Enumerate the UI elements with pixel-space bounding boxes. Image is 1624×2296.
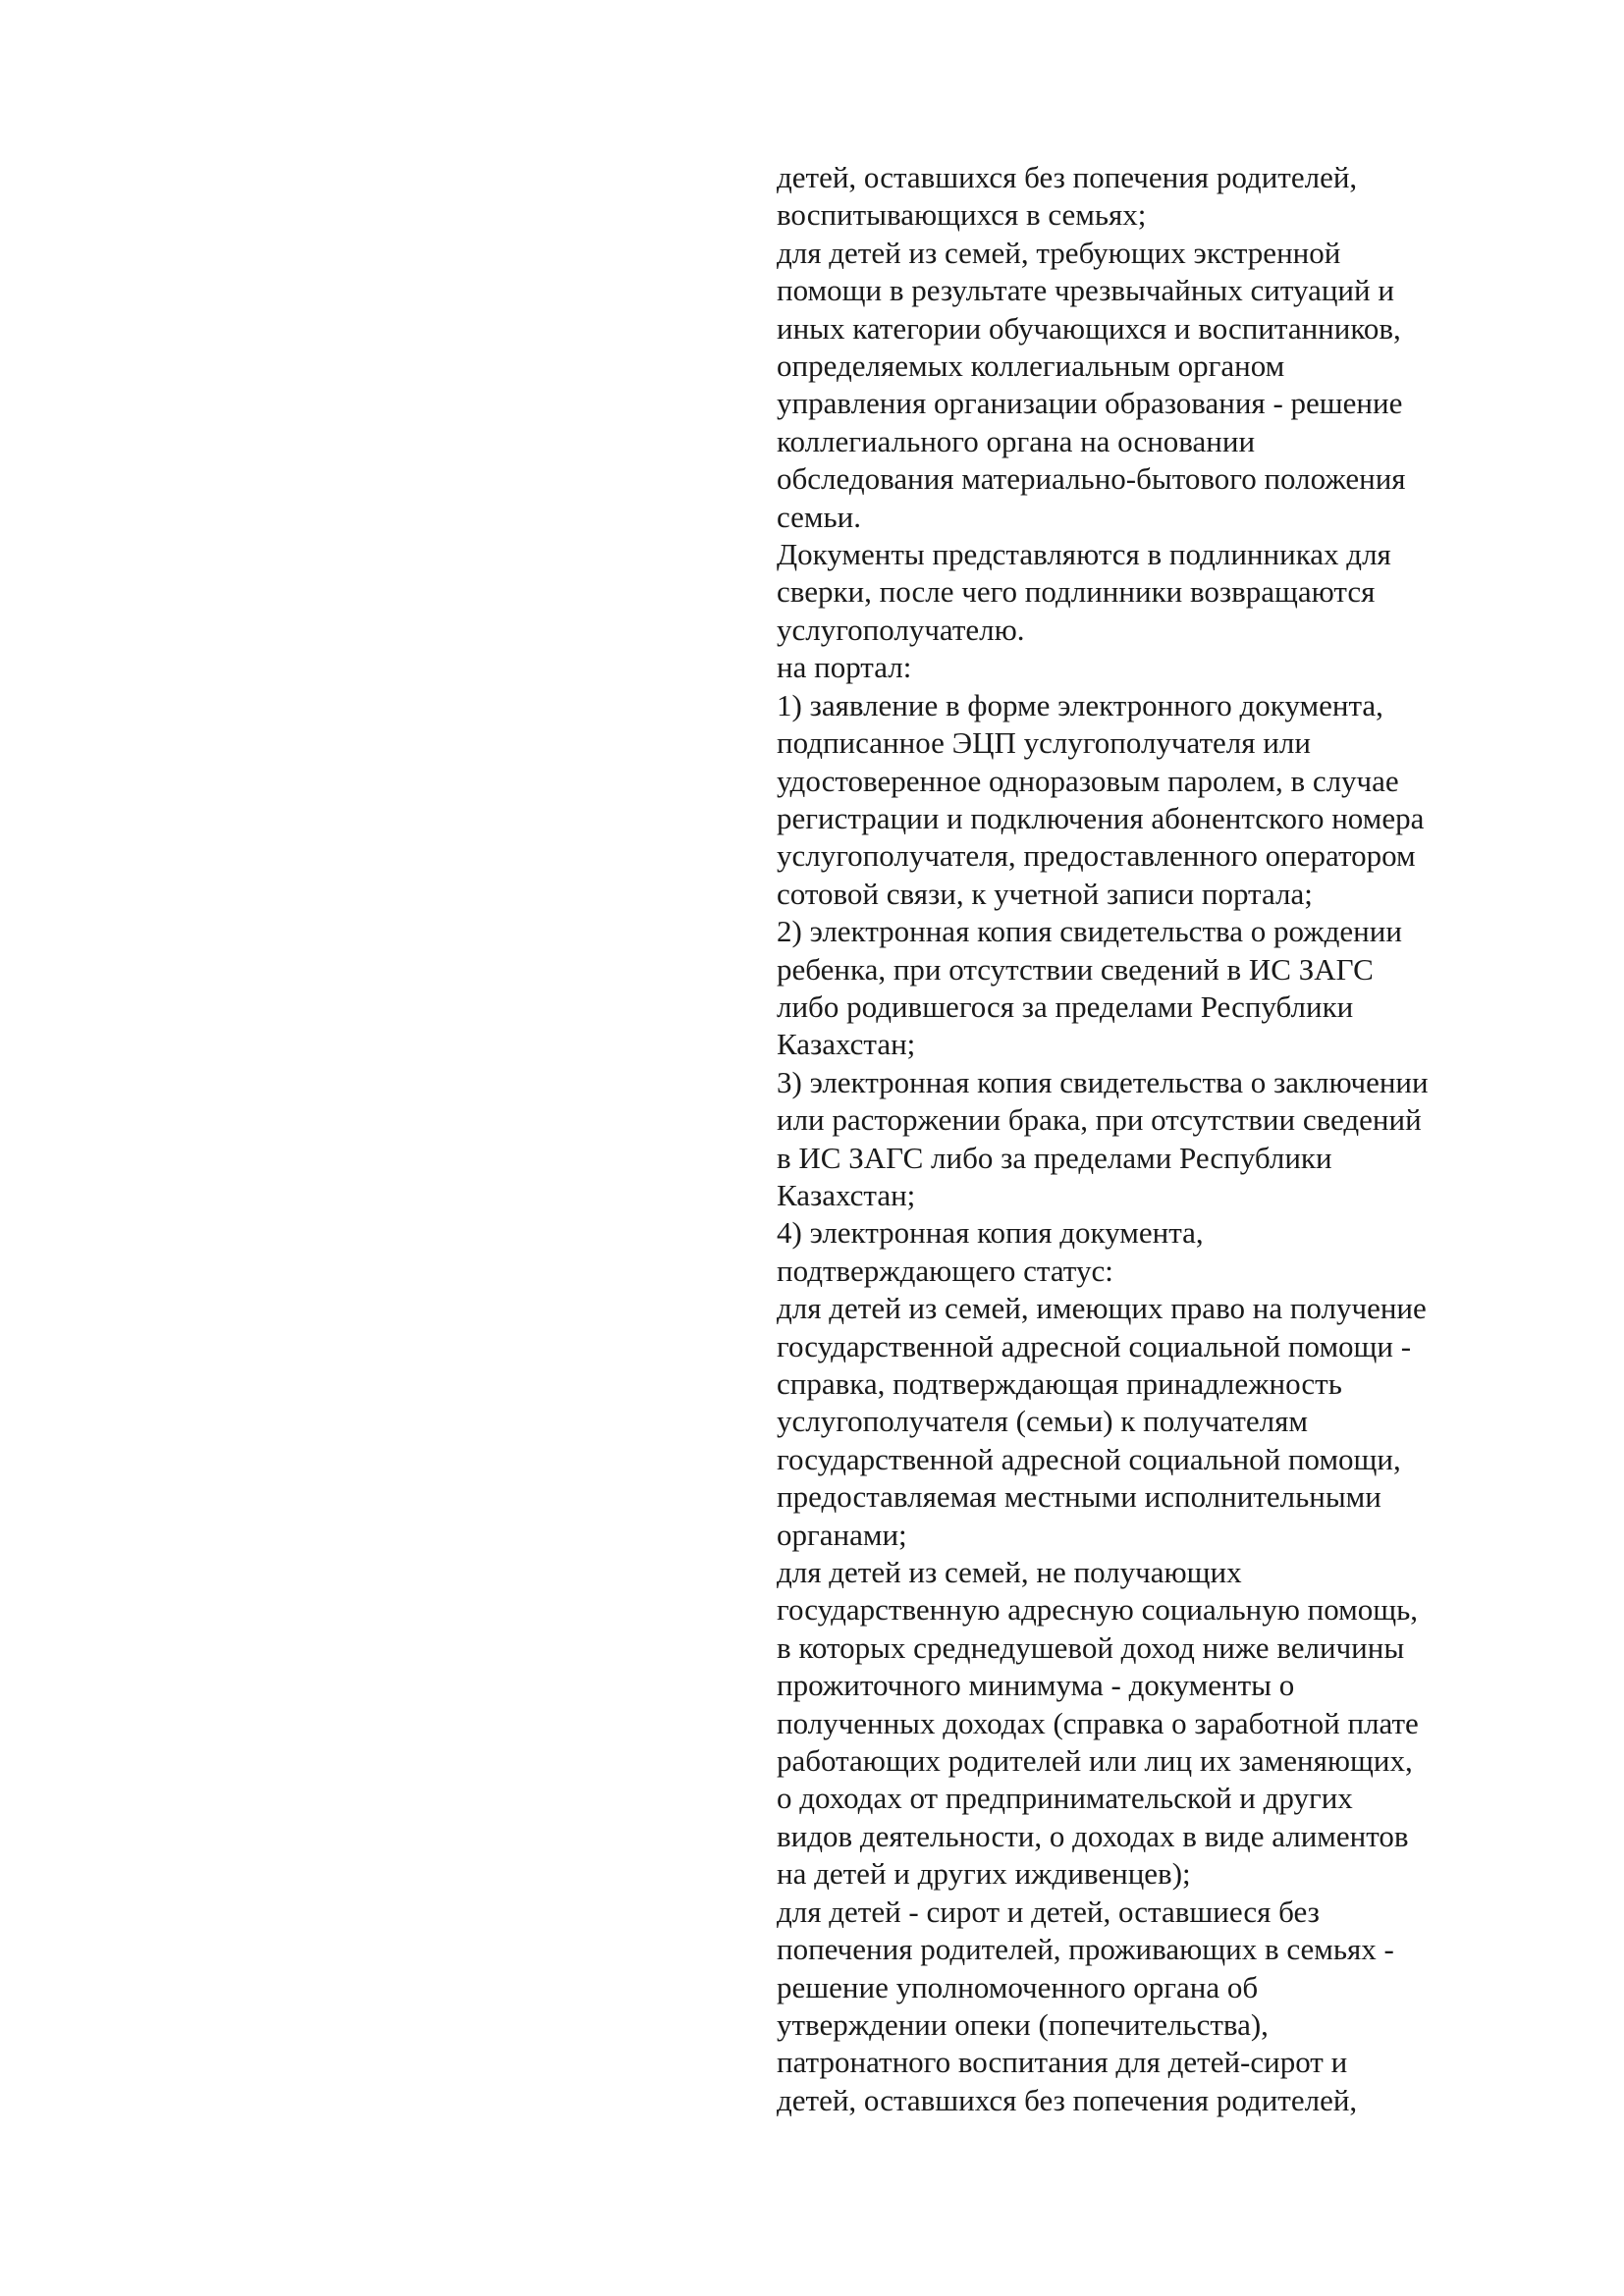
text-line: для детей из семей, требующих экстренной xyxy=(777,235,1341,270)
text-line: для детей из семей, имеющих право на получение xyxy=(777,1291,1427,1326)
text-line: иных категории обучающихся и воспитанников, xyxy=(777,310,1401,346)
text-line: утверждении опеки (попечительства), xyxy=(777,2006,1269,2042)
text-line: в ИС ЗАГС либо за пределами Республики xyxy=(777,1140,1332,1175)
text-line: для детей из семей, не получающих xyxy=(777,1555,1242,1590)
text-line: подтверждающего статус: xyxy=(777,1253,1113,1288)
text-line: Казахстан; xyxy=(777,1177,916,1212)
text-line: услугополучателя (семьи) к получателям xyxy=(777,1404,1308,1439)
text-line: работающих родителей или лиц их заменяющих, xyxy=(777,1743,1413,1779)
text-line: государственной адресной социальной помощи, xyxy=(777,1441,1401,1476)
text-line: ребенка, при отсутствии сведений в ИС ЗАГС xyxy=(777,951,1374,987)
text-line: услугополучателю. xyxy=(777,612,1025,647)
text-line: для детей - сирот и детей, оставшиеся без xyxy=(777,1894,1320,1929)
text-line: удостоверенное одноразовым паролем, в случае xyxy=(777,763,1399,798)
text-line: на детей и других иждивенцев); xyxy=(777,1856,1191,1892)
text-line: или расторжении брака, при отсутствии сведений xyxy=(777,1102,1422,1138)
text-line: услугополучателя, предоставленного оператором xyxy=(777,838,1416,874)
text-line: либо родившегося за пределами Республики xyxy=(777,988,1354,1024)
text-line: обследования материально-бытового положения xyxy=(777,461,1406,497)
text-line: в которых среднедушевой доход ниже величины xyxy=(777,1629,1405,1665)
text-line: патронатного воспитания для детей-сирот и xyxy=(777,2045,1348,2080)
document-text-column xyxy=(777,159,1503,2119)
text-line: видов деятельности, о доходах в виде алиментов xyxy=(777,1818,1409,1853)
text-line: управления организации образования - решение xyxy=(777,386,1403,421)
text-line: коллегиального органа на основании xyxy=(777,423,1256,458)
text-line: о доходах от предпринимательской и других xyxy=(777,1781,1353,1816)
text-line: 1) заявление в форме электронного документа, xyxy=(777,687,1383,722)
text-line: помощи в результате чрезвычайных ситуаций и xyxy=(777,273,1394,308)
text-line: Документы представляются в подлинниках для xyxy=(777,537,1391,572)
text-line: Казахстан; xyxy=(777,1027,916,1062)
text-line: детей, оставшихся без попечения родителей, xyxy=(777,2082,1358,2117)
text-line: справка, подтверждающая принадлежность xyxy=(777,1366,1342,1401)
text-line: органами; xyxy=(777,1517,907,1552)
text-line: предоставляемая местными исполнительными xyxy=(777,1479,1381,1515)
text-line: семьи. xyxy=(777,499,861,534)
text-line: регистрации и подключения абонентского номера xyxy=(777,800,1425,835)
text-line: подписанное ЭЦП услугополучателя или xyxy=(777,725,1311,761)
text-line: на портал: xyxy=(777,650,912,685)
text-line: государственную адресную социальную помощь, xyxy=(777,1592,1419,1628)
text-line: сверки, после чего подлинники возвращаются xyxy=(777,574,1376,610)
text-line: полученных доходах (справка о заработной плате xyxy=(777,1705,1419,1740)
text-line: 3) электронная копия свидетельства о заключении xyxy=(777,1064,1429,1099)
text-line: государственной адресной социальной помощи - xyxy=(777,1328,1412,1363)
text-line: решение уполномоченного органа об xyxy=(777,1969,1259,2004)
text-line: определяемых коллегиальным органом xyxy=(777,348,1285,384)
text-line: прожиточного минимума - документы о xyxy=(777,1668,1295,1703)
text-line: 4) электронная копия документа, xyxy=(777,1215,1204,1251)
text-line: детей, оставшихся без попечения родителей, xyxy=(777,160,1358,194)
text-line: 2) электронная копия свидетельства о рождении xyxy=(777,914,1402,949)
text-line: попечения родителей, проживающих в семьях - xyxy=(777,1932,1394,1967)
text-line: воспитывающихся в семьях; xyxy=(777,197,1147,233)
text-line: сотовой связи, к учетной записи портала; xyxy=(777,876,1313,911)
